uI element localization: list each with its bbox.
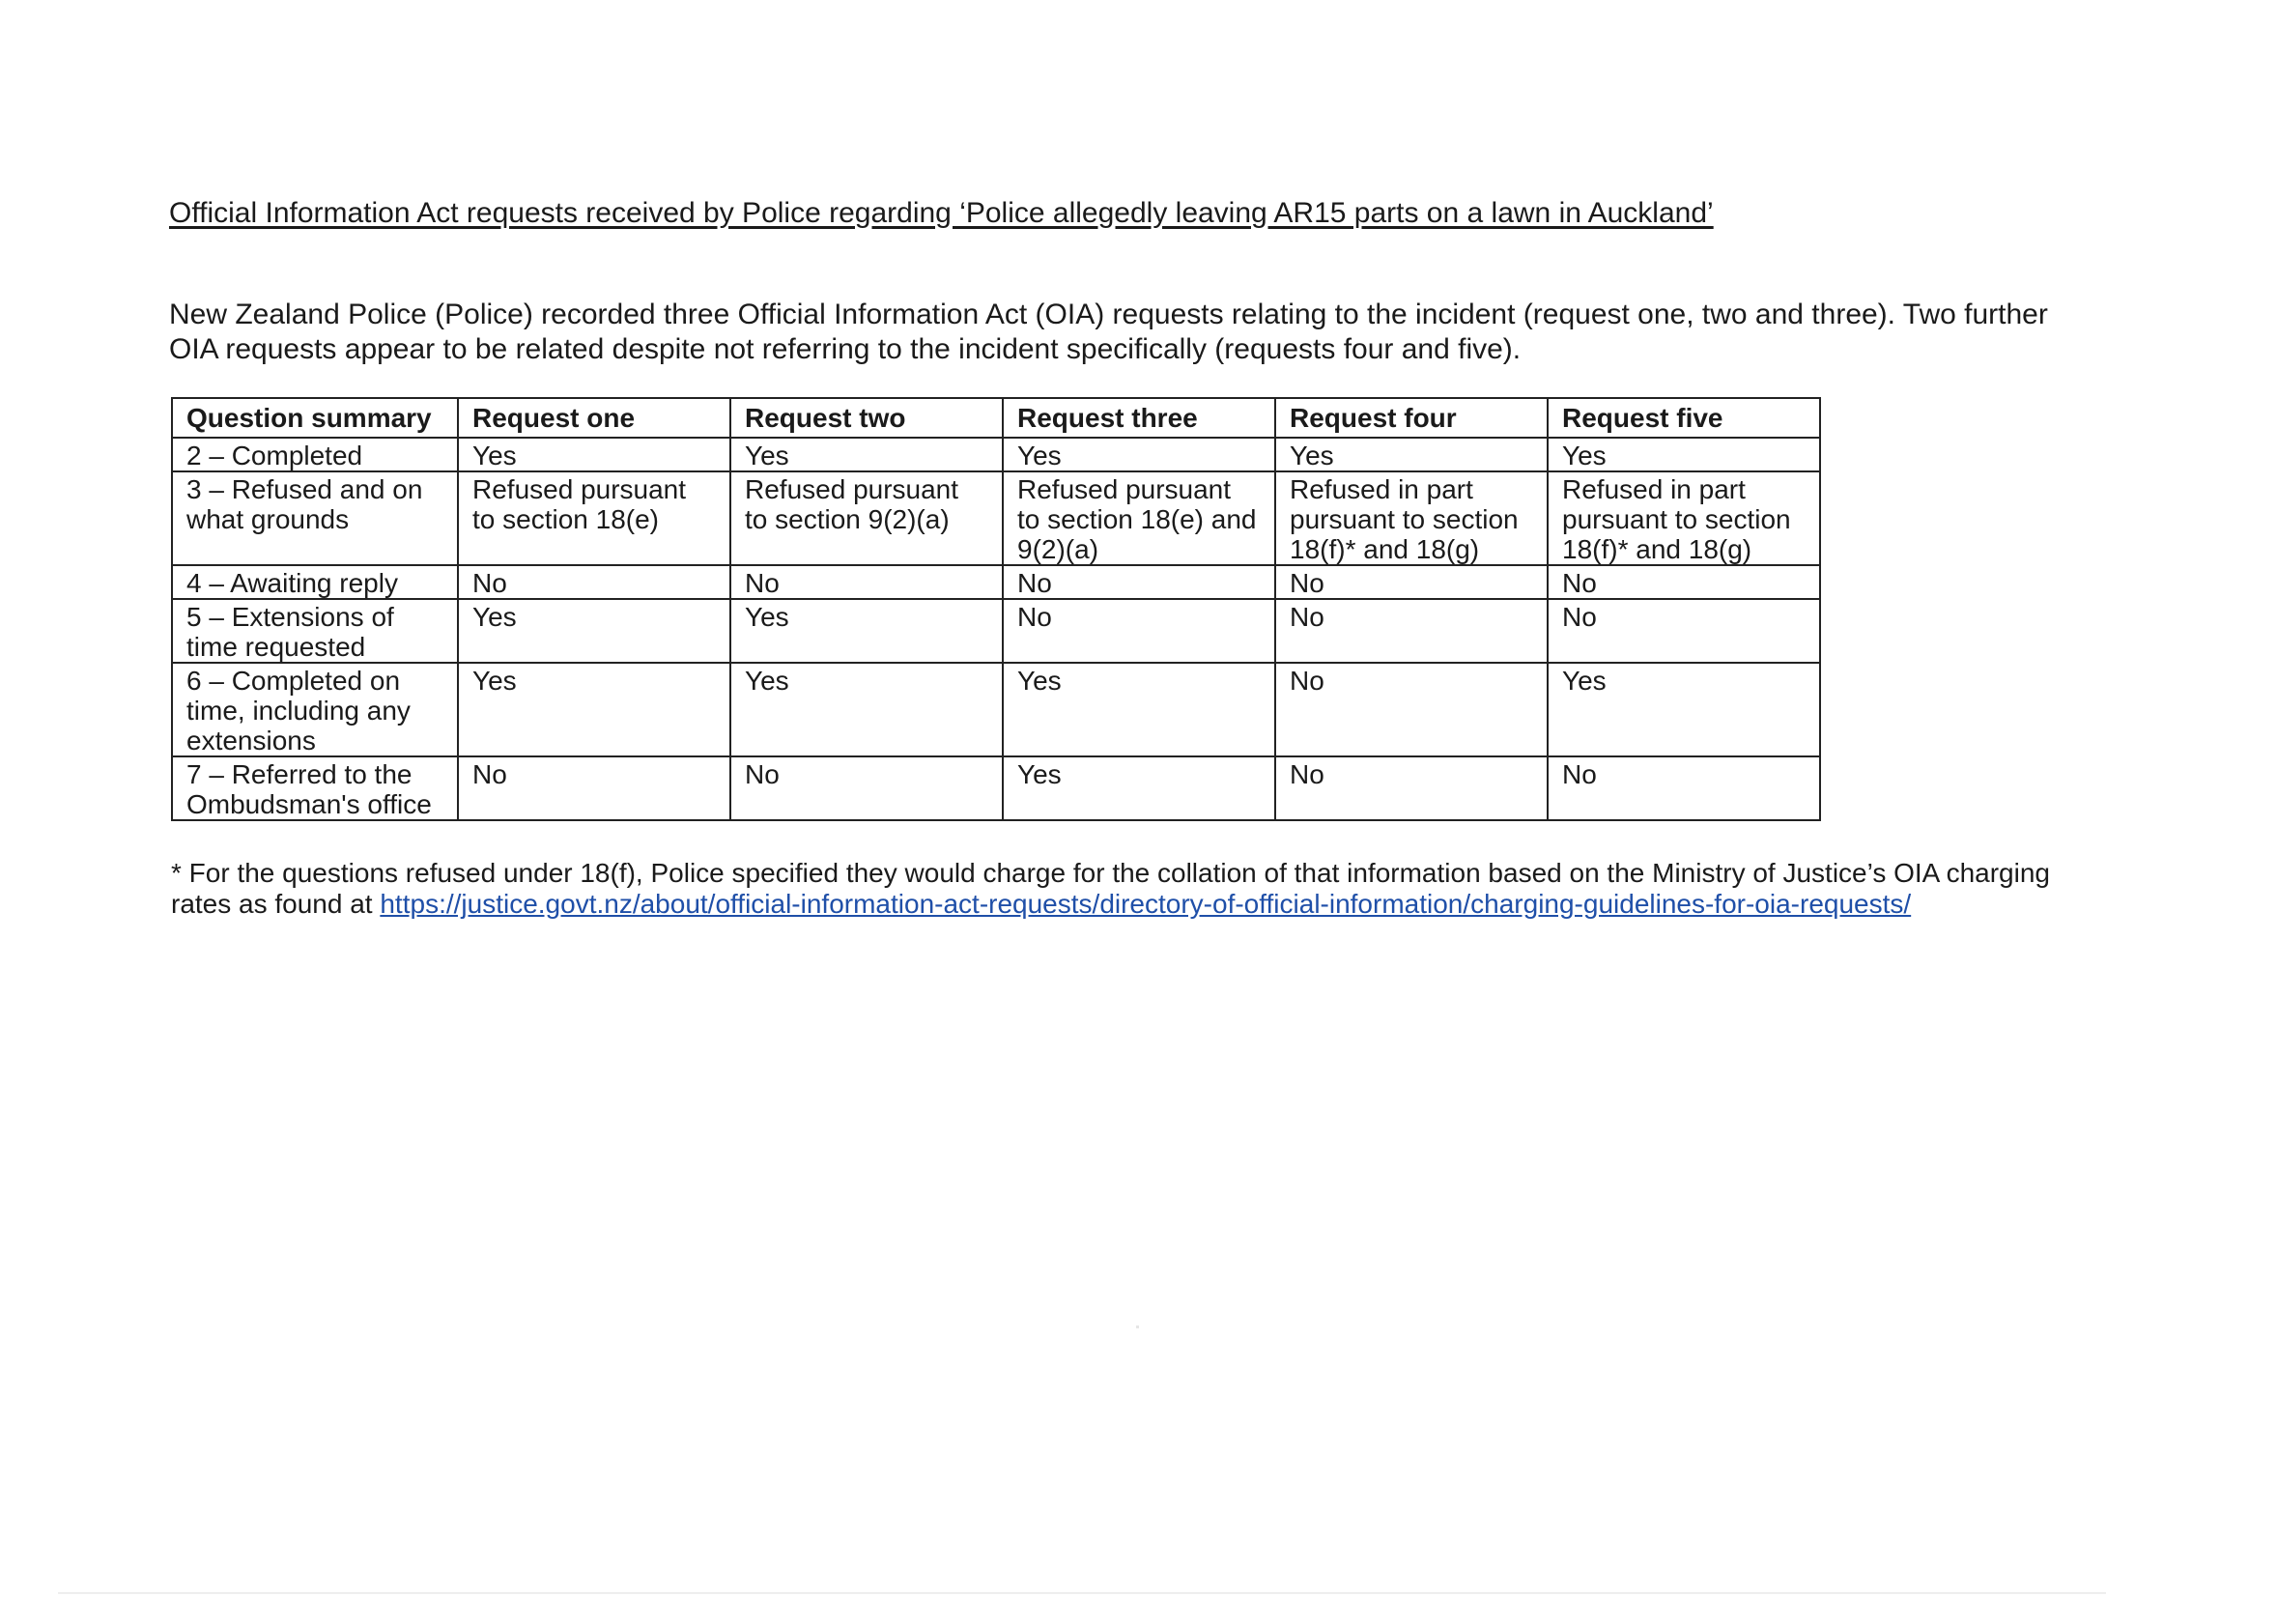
charging-guidelines-link[interactable]: https://justice.govt.nz/about/official-information-act-requests/directory-of-official-information/charging-guidelines-for-oia-requests/: [380, 889, 1912, 919]
table-cell: No: [1275, 599, 1548, 663]
table-cell: 3 – Refused and on what grounds: [172, 471, 458, 565]
table-cell: Yes: [1275, 438, 1548, 471]
table-cell: No: [730, 565, 1003, 599]
table-header-row: [172, 398, 1820, 438]
table-cell: Yes: [458, 663, 730, 756]
table-cell: Yes: [1548, 663, 1820, 756]
header-request-four: Request four: [1275, 398, 1548, 438]
table-cell: Refused pursuant to section 9(2)(a): [730, 471, 1003, 565]
table-cell: Refused in part pursuant to section 18(f)* and 18(g): [1548, 471, 1820, 565]
table-cell: No: [1275, 756, 1548, 820]
table-cell: No: [1003, 565, 1275, 599]
header-request-three: Request three: [1003, 398, 1275, 438]
scan-edge-line: [58, 1592, 2106, 1594]
table-cell: No: [1548, 599, 1820, 663]
table-cell: Refused pursuant to section 18(e) and 9(2)(a): [1003, 471, 1275, 565]
table-cell: 7 – Referred to the Ombudsman's office: [172, 756, 458, 820]
table-cell: Yes: [1003, 663, 1275, 756]
scan-speck: [1136, 1325, 1139, 1328]
intro-paragraph: New Zealand Police (Police) recorded three Official Information Act (OIA) requests relating to the incident (request one, two and three). Two further OIA requests appear to be related despite not referring to the incident specifically (requests four and five).: [169, 299, 2048, 365]
footnote-text: * For the questions refused under 18(f), Police specified they would charge for the collation of that information based on the Ministry of Justice’s OIA charging rates as found at: [171, 858, 2050, 919]
table-cell: Yes: [730, 599, 1003, 663]
table-row: [172, 599, 1820, 663]
header-question-summary: Question summary: [172, 398, 458, 438]
table-cell: 5 – Extensions of time requested: [172, 599, 458, 663]
table-cell: Refused pursuant to section 18(e): [458, 471, 730, 565]
table-cell: Yes: [458, 599, 730, 663]
table-cell: Refused in part pursuant to section 18(f)* and 18(g): [1275, 471, 1548, 565]
table-cell: Yes: [1003, 756, 1275, 820]
table-cell: 4 – Awaiting reply: [172, 565, 458, 599]
table-row: [172, 756, 1820, 820]
table-cell: No: [1275, 565, 1548, 599]
table-row: [172, 663, 1820, 756]
table-cell: No: [458, 756, 730, 820]
table-cell: No: [730, 756, 1003, 820]
table-cell: Yes: [1003, 438, 1275, 471]
header-request-five: Request five: [1548, 398, 1820, 438]
table-row: [172, 471, 1820, 565]
table-cell: No: [458, 565, 730, 599]
oia-requests-table: [171, 397, 1821, 821]
table-cell: Yes: [458, 438, 730, 471]
header-request-one: Request one: [458, 398, 730, 438]
table-cell: Yes: [1548, 438, 1820, 471]
header-request-two: Request two: [730, 398, 1003, 438]
footnote: [171, 858, 2103, 920]
table-cell: Yes: [730, 663, 1003, 756]
table-cell: No: [1548, 565, 1820, 599]
table-cell: Yes: [730, 438, 1003, 471]
table-row: [172, 438, 1820, 471]
table-row: [172, 565, 1820, 599]
table-cell: 6 – Completed on time, including any extensions: [172, 663, 458, 756]
table-cell: No: [1548, 756, 1820, 820]
document-heading: Official Information Act requests received by Police regarding ‘Police allegedly leaving AR15 parts on a lawn in Auckland’: [169, 197, 1714, 229]
table-cell: No: [1003, 599, 1275, 663]
table-cell: No: [1275, 663, 1548, 756]
table-cell: 2 – Completed: [172, 438, 458, 471]
